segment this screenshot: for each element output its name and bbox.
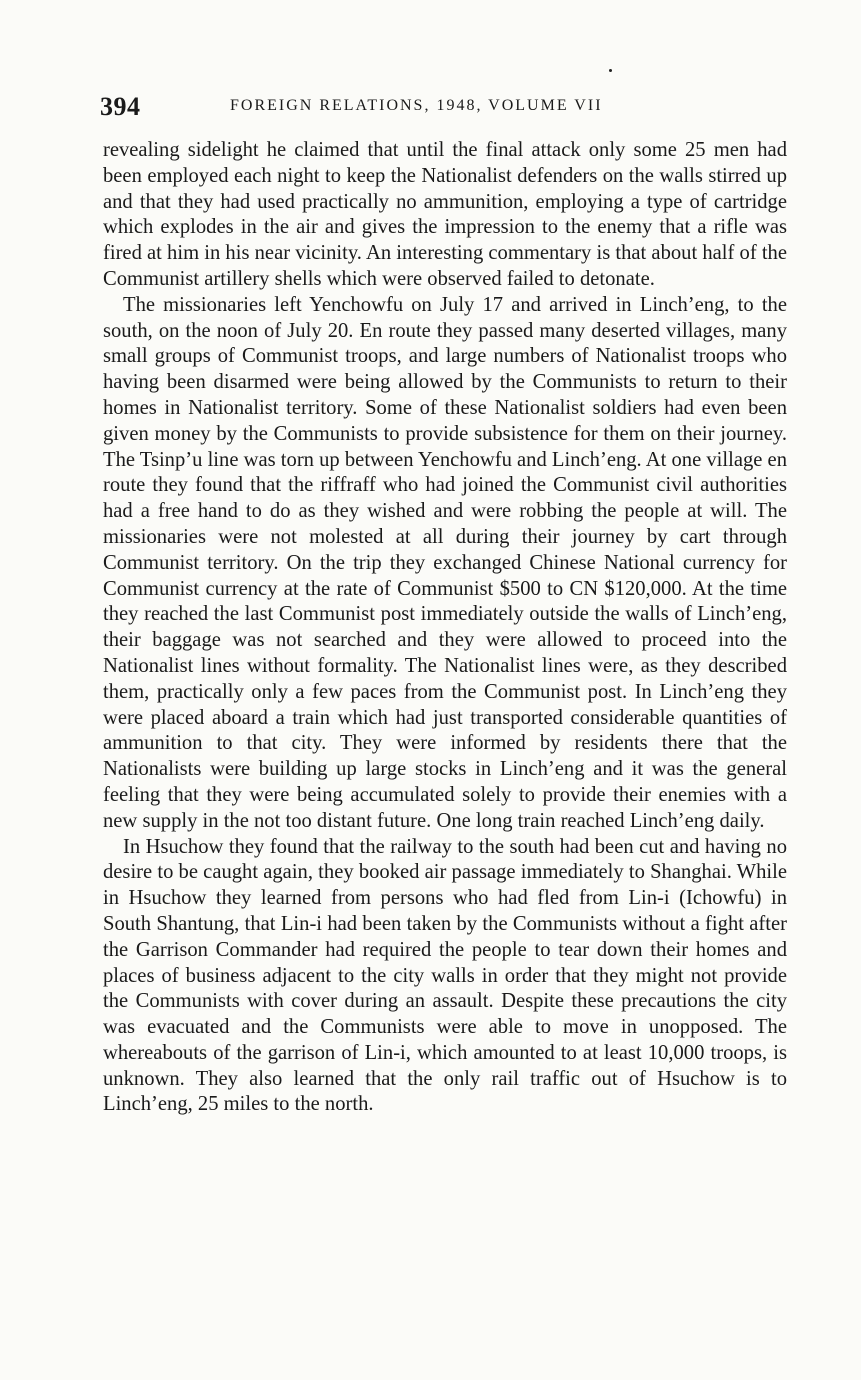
paragraph-hsuchow: In Hsuchow they found that the railway to the south had been cut and having no desire to be caught again, they booked air passage immediately to Shanghai. While in Hsuchow they learned from persons who had fled from Lin-i (Ichowfu) in South Shantung, that Lin-i had been taken by the Communists without a fight after the Garrison Commander had required the people to tear down their homes and places of business adjacent to the city walls in order that they might not provide the Communists with cover during an assault. Despite these precautions the city was evacuated and the Communists were able to move in unopposed. The whereabouts of the garrison of Lin-i, which amounted to at least 10,000 troops, is unknown. They also learned that the only rail traffic out of Hsuchow is to Linch’eng, 25 miles to the north. [103,835,787,1116]
page-header [100,92,790,122]
paragraph-missionaries-journey: The missionaries left Yenchowfu on July 17 and arrived in Linch’eng, to the south, on the noon of July 20. En route they passed many deserted villages, many small groups of Communist troops, and large numbers of Nationalist troops who having been disarmed were being allowed by the Communists to return to their homes in Nationalist territory. Some of these Nationalist soldiers had even been given money by the Communists to provide subsistence for them on their journey. The Tsinp’u line was torn up between Yenchowfu and Linch’eng. At one village en route they found that the riffraff who had joined the Communist civil authorities had a free hand to do as they wished and were robbing the people at will. The missionaries were not molested at all during their journey by cart through Communist territory. On the trip they exchanged Chinese National currency for Communist currency at the rate of Communist $500 to CN $120,000. At the time they reached the last Communist post immediately outside the walls of Linch’eng, their baggage was not searched and they were allowed to proceed into the Nationalist lines without formality. The Nationalist lines were, as they described them, practically only a few paces from the Communist post. In Linch’eng they were placed aboard a train which had just transported considerable quantities of ammunition to that city. They were informed by residents there that the Nationalists were building up large stocks in Linch’eng and it was the general feeling that they were being accumulated solely to provide their enemies with a new supply in the not too distant future. One long train reached Linch’eng daily. [103,293,787,832]
print-speck [609,69,612,72]
page-number: 394 [100,92,141,121]
body-text [103,138,787,1118]
running-head: FOREIGN RELATIONS, 1948, VOLUME VII [230,97,603,114]
paragraph-continued: revealing sidelight he claimed that until the final attack only some 25 men had been employed each night to keep the Nationalist defenders on the walls stirred up and that they had used practically no ammunition, employing a type of cartridge which explodes in the air and gives the impression to the enemy that a rifle was fired at him in his near vicinity. An interesting commentary is that about half of the Communist artillery shells which were observed failed to detonate. [103,139,787,290]
